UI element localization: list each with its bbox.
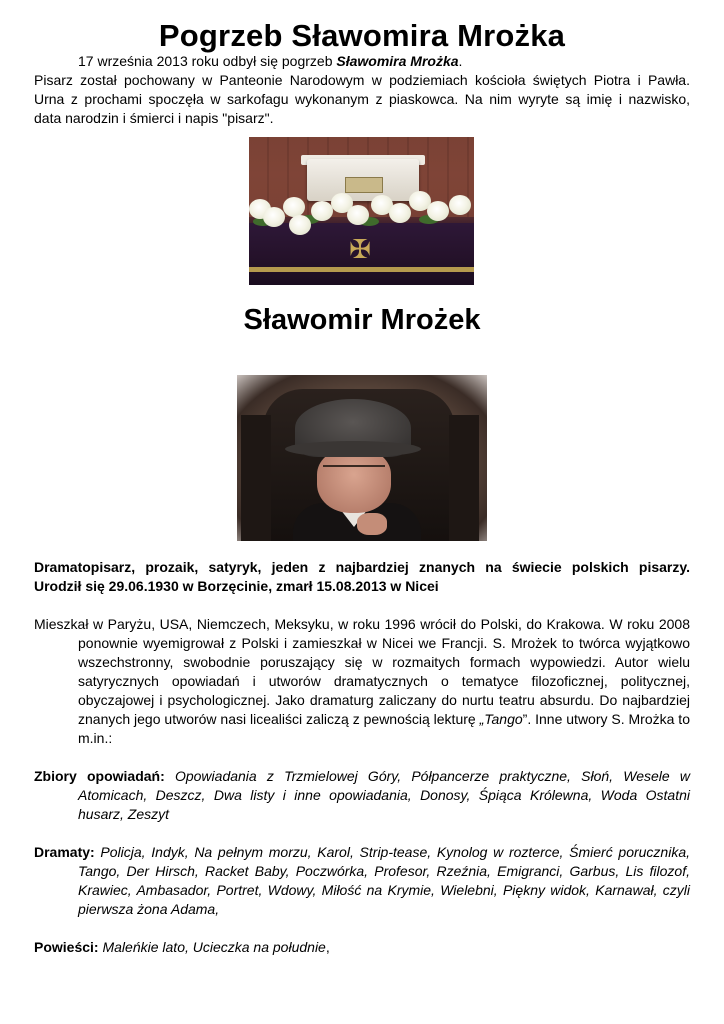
bio-paragraph [34, 615, 690, 748]
bio-summary-line-2: Urodził się 29.06.1930 w Borzęcinie, zmarł 15.08.2013 w Nicei [34, 578, 439, 594]
intro-paragraph [34, 52, 690, 128]
intro-name: Sławomira Mrożka [336, 53, 459, 69]
intro-date-text: 17 września 2013 roku odbył się pogrzeb [78, 53, 337, 69]
bio-summary-line-1: Dramatopisarz, prozaik, satyryk, jeden z najbardziej znanych na świecie polskich pisarzy. [34, 559, 690, 575]
novels-list: Maleńkie lato, Ucieczka na południe [102, 939, 326, 955]
dramas-label: Dramaty: [34, 844, 95, 860]
cross-emblem-icon: ✠ [349, 234, 371, 264]
intro-line-1 [34, 52, 690, 71]
page-title: Pogrzeb Sławomira Mrożka [158, 18, 566, 53]
works-novels [34, 938, 690, 957]
intro-line-2: Pisarz został pochowany w Panteonie Narodowym w podziemiach kościoła świętych Piotra i Pawła. [34, 72, 690, 88]
bio-text-end: ”. Inne utwory S. Mrożka to m.in.: [78, 711, 690, 746]
section-heading: Sławomir Mrożek [243, 304, 481, 336]
funeral-urn-photo [249, 137, 474, 285]
novels-trailing: , [325, 939, 330, 955]
novels-label: Powieści: [34, 939, 99, 955]
bio-summary [34, 558, 690, 596]
works-stories [34, 767, 690, 824]
intro-period: . [458, 53, 463, 69]
author-portrait-photo [237, 375, 487, 541]
works-dramas [34, 843, 690, 919]
bio-text: Mieszkał w Paryżu, USA, Niemczech, Meksyku, w roku 1996 wrócił do Polski, do Krakowa. W roku 2008 ponownie wyemigrował z Polski i zamieszkał w Nicei we Francji. S. Mrożek to twórca wyjątkowo wszechstronny, swobodnie poruszający się w rozmaitych formach wypowiedzi. Autor wielu satyrycznych opowiadań i utworów dramatycznych o tematyce filozoficznej, politycznej, obyczajowej i psychologicznej. Jako dramaturg zaliczany do nurtu teatru absurdu. Do najbardziej znanych jego utworów nasi licealiści zaliczą z pewnością lekturę [34, 616, 690, 727]
stories-list: Opowiadania z Trzmielowej Góry, Półpancerze praktyczne, Słoń, Wesele w Atomicach, Deszcz, Dwa listy i inne opowiadania, Donosy, Śpiąca Królewna, Woda Ostatni husarz, Zeszyt [78, 768, 690, 822]
tango-title: „Tango [479, 711, 523, 727]
stories-label: Zbiory opowiadań: [34, 768, 165, 784]
intro-line-3: Urna z prochami spoczęła w sarkofagu wykonanym z piaskowca. Na nim wyryte są imię i nazwisko, [34, 91, 690, 107]
biography [34, 558, 690, 957]
dramas-list: Policja, Indyk, Na pełnym morzu, Karol, Strip-tease, Kynolog w rozterce, Śmierć porucznika, Tango, Der Hirsch, Racket Baby, Poczwórka, Profesor, Rzeźnia, Emigranci, Garbus, Lis filozof, Krawiec, Ambasador, Portret, Wdowy, Miłość na Krymie, Wielebni, Piękny widok, Karnawał, czyli pierwsza żona Adama, [78, 844, 691, 917]
intro-line-4: data narodzin i śmierci i napis "pisarz". [34, 110, 274, 126]
